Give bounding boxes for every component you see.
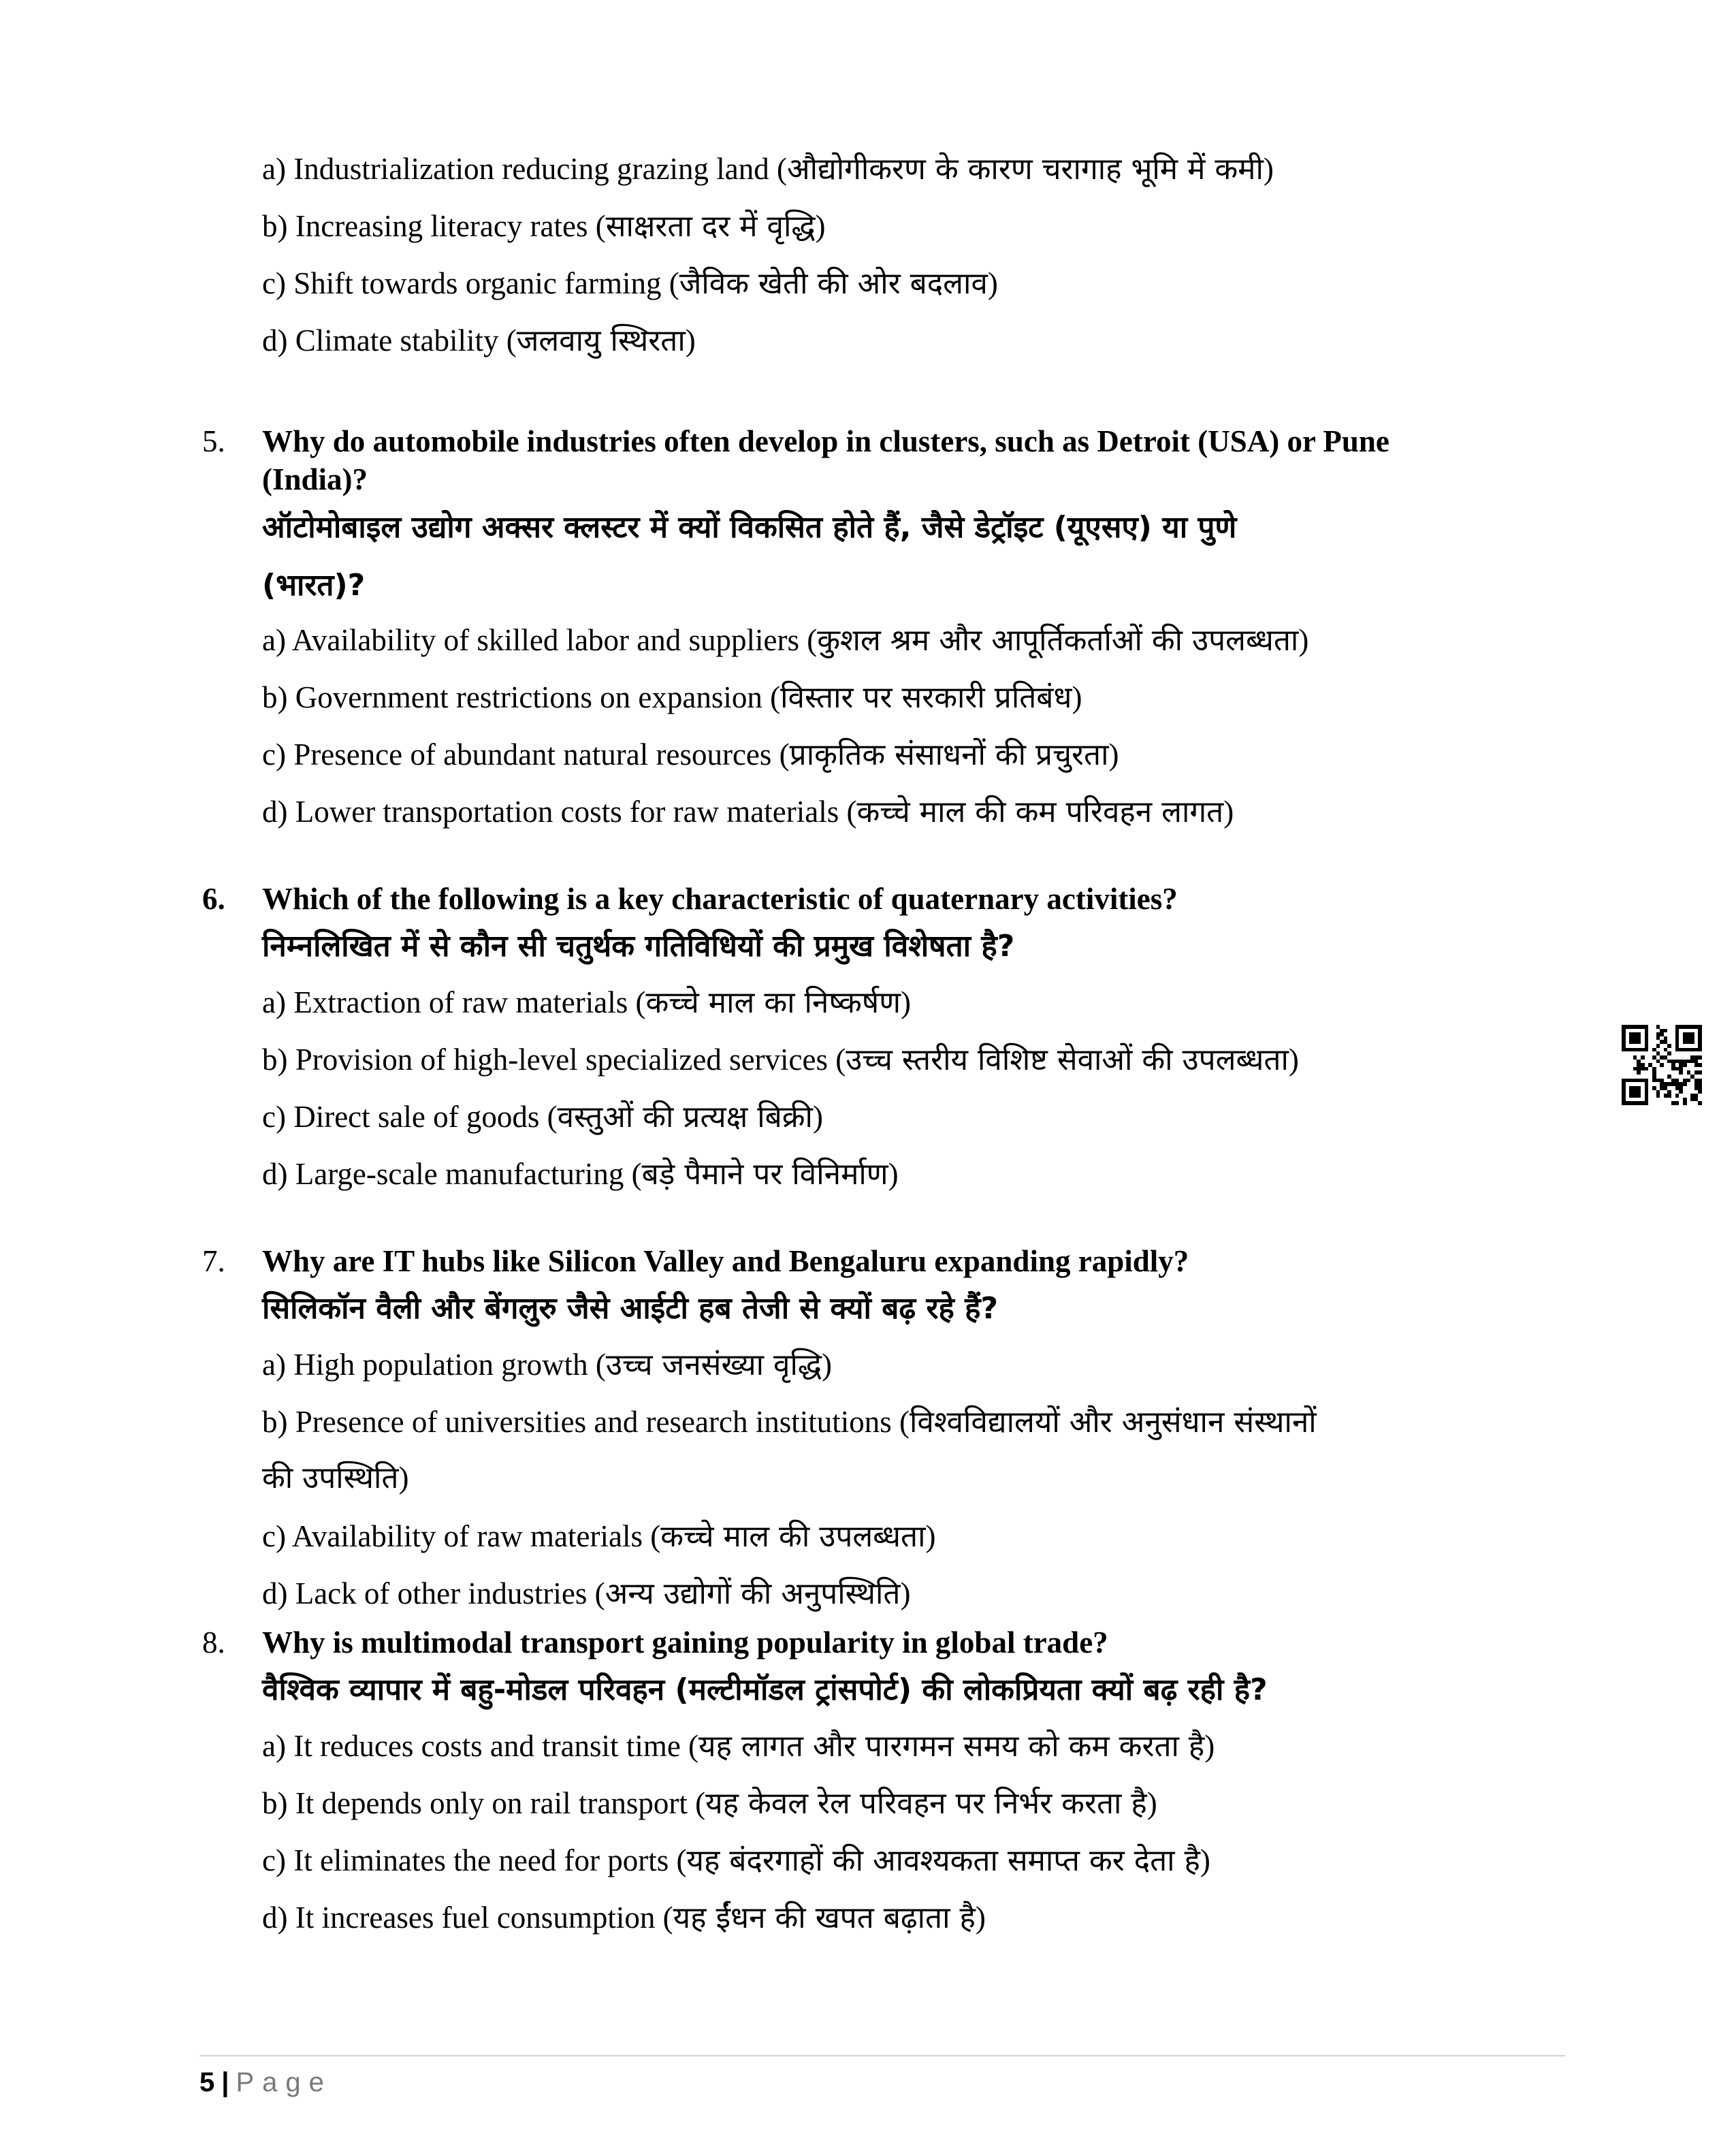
q8-option-a: a) It reduces costs and transit time (यह लागत और पारगमन समय को कम करता है) xyxy=(262,1729,1215,1764)
q5-number: 5. xyxy=(202,424,225,458)
q7-option-c: c) Availability of raw materials (कच्चे माल की उपलब्धता) xyxy=(262,1519,936,1554)
qr-module xyxy=(1698,1101,1702,1105)
q6-option-d: d) Large-scale manufacturing (बड़े पैमाने पर विनिर्माण) xyxy=(262,1157,899,1192)
q7-option-d: d) Lack of other industries (अन्य उद्योगों की अनुपस्थिति) xyxy=(262,1576,911,1611)
q6-option-b: b) Provision of high-level specialized services (उच्च स्तरीय विशिष्ट सेवाओं की उपलब्धता) xyxy=(262,1043,1299,1077)
q6-question-hi: निम्नलिखित में से कौन सी चतुर्थक गतिविधियों की प्रमुख विशेषता है? xyxy=(262,929,1015,964)
q8-option-c: c) It eliminates the need for ports (यह बंदरगाहों की आवश्यकता समाप्त कर देता है) xyxy=(262,1843,1210,1878)
q4-option-a: a) Industrialization reducing grazing land (औद्योगीकरण के कारण चरागाह भूमि में कमी) xyxy=(262,152,1274,187)
qr-code xyxy=(1622,1025,1702,1105)
q7-option-a: a) High population growth (उच्च जनसंख्या वृद्धि) xyxy=(262,1348,833,1382)
q8-option-b: b) It depends only on rail transport (यह केवल रेल परिवहन पर निर्भर करता है) xyxy=(262,1786,1157,1821)
q5-option-a: a) Availability of skilled labor and suppliers (कुशल श्रम और आपूर्तिकर्ताओं की उपलब्धता) xyxy=(262,623,1309,658)
q5-question-en: Why do automobile industries often develop in clusters, such as Detroit (USA) or Pune xyxy=(262,424,1389,458)
q5-option-d: d) Lower transportation costs for raw materials (कच्चे माल की कम परिवहन लागत) xyxy=(262,795,1234,829)
q5-question-en-cont: (India)? xyxy=(262,462,368,496)
page-label: Page xyxy=(236,2067,332,2097)
q8-question-en: Why is multimodal transport gaining popularity in global trade? xyxy=(262,1625,1108,1659)
q7-option-b-cont: की उपस्थिति) xyxy=(262,1461,409,1495)
q4-option-c: c) Shift towards organic farming (जैविक खेती की ओर बदलाव) xyxy=(262,266,998,301)
q4-option-d: d) Climate stability (जलवायु स्थिरता) xyxy=(262,323,696,358)
page-footer xyxy=(199,2062,332,2103)
q7-number: 7. xyxy=(202,1244,225,1278)
q7-option-b: b) Presence of universities and research institutions (विश्वविद्यालयों और अनुसंधान संस्थानों xyxy=(262,1405,1317,1440)
q6-option-a: a) Extraction of raw materials (कच्चे माल का निष्कर्षण) xyxy=(262,985,912,1020)
q5-option-b: b) Government restrictions on expansion (विस्तार पर सरकारी प्रतिबंध) xyxy=(262,680,1082,715)
q8-option-d: d) It increases fuel consumption (यह ईंधन की खपत बढ़ाता है) xyxy=(262,1901,986,1935)
page-number: 5 xyxy=(199,2067,215,2097)
q5-question-hi: ऑटोमोबाइल उद्योग अक्सर क्लस्टर में क्यों विकसित होते हैं, जैसे डेट्रॉइट (यूएसए) या पुणे xyxy=(262,510,1237,545)
q6-question-en: Which of the following is a key characteristic of quaternary activities? xyxy=(262,882,1178,916)
q6-option-c: c) Direct sale of goods (वस्तुओं की प्रत्यक्ष बिक्री) xyxy=(262,1100,823,1134)
q8-number: 8. xyxy=(202,1625,225,1659)
q5-question-hi-cont: (भारत)? xyxy=(262,568,366,603)
q4-option-b: b) Increasing literacy rates (साक्षरता दर में वृद्धि) xyxy=(262,209,826,244)
footer-divider xyxy=(199,2055,1565,2056)
q8-question-hi: वैश्विक व्यापार में बहु-मोडल परिवहन (मल्टीमॉडल ट्रांसपोर्ट) की लोकप्रियता क्यों बढ़ रही है? xyxy=(262,1672,1268,1707)
q5-option-c: c) Presence of abundant natural resources (प्राकृतिक संसाधनों की प्रचुरता) xyxy=(262,737,1119,772)
footer-separator: | xyxy=(221,2067,229,2097)
q7-question-en: Why are IT hubs like Silicon Valley and Bengaluru expanding rapidly? xyxy=(262,1244,1189,1278)
q7-question-hi: सिलिकॉन वैली और बेंगलुरु जैसे आईटी हब तेजी से क्यों बढ़ रहे हैं? xyxy=(262,1291,999,1326)
q6-number: 6. xyxy=(202,882,225,916)
